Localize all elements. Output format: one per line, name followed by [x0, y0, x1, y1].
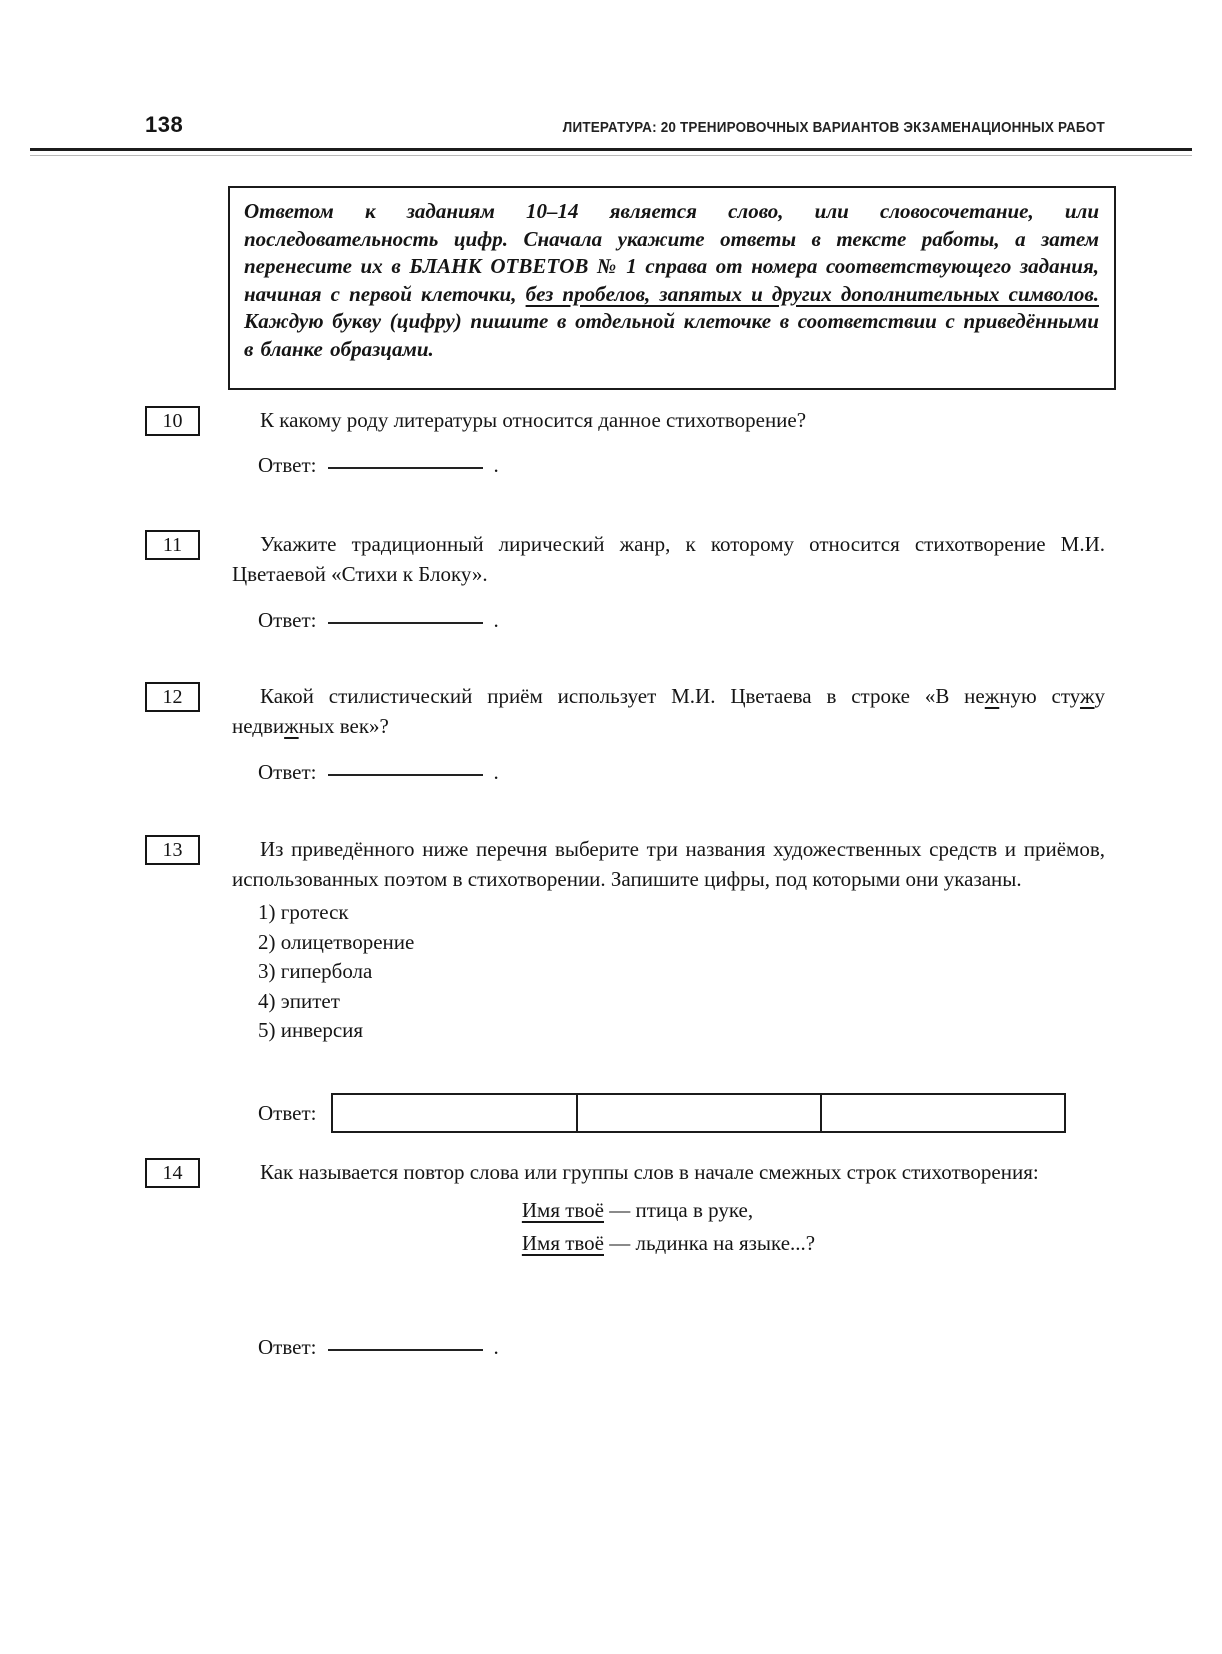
- answer-period: .: [493, 453, 499, 477]
- question-14-verse-wrapper: [232, 1194, 1105, 1260]
- instruction-box: [228, 186, 1116, 390]
- header-title: ЛИТЕРАТУРА: 20 ТРЕНИРОВОЧНЫХ ВАРИАНТОВ ЭКЗАМЕНАЦИОННЫХ РАБОТ: [562, 120, 1105, 136]
- option-item: 1) гротеск: [258, 900, 349, 924]
- instruction-underlined-phrase: без пробелов, запятых и других дополнительных символов.: [525, 281, 1099, 306]
- option-item: 5) инверсия: [258, 1018, 364, 1042]
- verse-line-1-rest: — птица в руке,: [604, 1198, 754, 1222]
- instruction-text-part2: справа от номера соответствующего задания, начиная с первой клеточки,: [244, 254, 1100, 306]
- answer-label: Ответ:: [258, 760, 317, 784]
- question-12: [162, 681, 1105, 741]
- header-divider: [30, 148, 1192, 156]
- answer-blank-line[interactable]: [328, 622, 483, 624]
- answer-period: .: [493, 608, 499, 632]
- answer-cell-1[interactable]: [333, 1095, 577, 1131]
- verse-line-2-rest: — льдинка на языке...?: [604, 1231, 816, 1255]
- question-12-text-part4: ных век»?: [298, 714, 389, 738]
- question-10-text: К какому роду литературы относится данное стихотворение?: [260, 408, 807, 432]
- answer-table: [331, 1093, 1066, 1133]
- answer-cell-3[interactable]: [822, 1095, 1064, 1131]
- answer-period: .: [493, 1335, 499, 1359]
- question-10-number-box: [145, 406, 200, 436]
- question-11-number: 11: [162, 534, 183, 556]
- verse-line-1: [522, 1194, 815, 1227]
- question-11-text: Укажите традиционный лирический жанр, к которому относится стихотворение М.И. Цветаевой «Стихи к Блоку».: [232, 532, 1105, 586]
- question-12-underlined-letter-2: ж: [1079, 684, 1095, 708]
- answer-label: Ответ:: [258, 1335, 317, 1359]
- question-12-text: [232, 681, 1105, 741]
- option-item: 2) олицетворение: [258, 929, 415, 954]
- question-13-answer-row: [258, 1093, 1066, 1133]
- question-12-underlined-letter-3: ж: [284, 714, 299, 738]
- question-14-number-box: [145, 1158, 200, 1188]
- question-12-text-part3: у недви: [232, 684, 1105, 738]
- question-14: [162, 1157, 1105, 1260]
- answer-label: Ответ:: [258, 453, 317, 477]
- instruction-text-part1: Ответом к заданиям 10–14 является слово, или словосочетание, или последовательность цифр. Сначала укажите ответы в тексте работы, а затем перенесите их в: [244, 199, 1099, 278]
- question-13-text: Из приведённого ниже перечня выберите три названия художественных средств и приёмов, использованных поэтом в стихотворении. Запишите цифры, под которыми они указаны.: [232, 837, 1105, 891]
- question-12-answer-row: [258, 757, 499, 787]
- answer-blank-line[interactable]: [328, 467, 483, 469]
- question-10-answer-row: [258, 450, 499, 480]
- page-number: 138: [145, 112, 184, 137]
- question-14-text: Как называется повтор слова или группы слов в начале смежных строк стихотворения:: [260, 1160, 1039, 1184]
- question-12-underlined-letter-1: ж: [984, 684, 1000, 708]
- question-13: [162, 834, 1105, 1046]
- option-item: 4) эпитет: [258, 988, 340, 1013]
- verse-anaphora-1: Имя твоё: [521, 1198, 604, 1222]
- question-11-number-box: [145, 530, 200, 560]
- question-12-text-part2: ную сту: [999, 684, 1080, 708]
- option-item: 3) гипербола: [258, 959, 373, 983]
- verse-quote: [522, 1194, 815, 1260]
- question-11-answer-row: [258, 605, 499, 635]
- answer-cell-2[interactable]: [578, 1095, 822, 1131]
- question-10: [162, 405, 1105, 435]
- answer-label: Ответ:: [258, 608, 317, 632]
- verse-anaphora-2: Имя твоё: [521, 1231, 604, 1255]
- question-12-number-box: [145, 682, 200, 712]
- instruction-text-part3: Каждую букву (цифру) пишите в отдельной клеточке в соответствии с приведёнными в бланке образцами.: [244, 309, 1099, 361]
- question-12-text-part1: Какой стилистический приём использует М.И. Цветаева в строке «В не: [260, 684, 985, 708]
- question-11: [162, 529, 1105, 589]
- answer-label: Ответ:: [258, 1100, 317, 1125]
- question-14-answer-row: [258, 1332, 499, 1362]
- question-14-number: 14: [162, 1162, 183, 1184]
- verse-line-2: [522, 1227, 815, 1260]
- answer-blank-line[interactable]: [328, 1349, 483, 1351]
- question-13-options: [232, 898, 1105, 1046]
- answer-period: .: [493, 760, 499, 784]
- question-13-number-box: [145, 835, 200, 865]
- question-12-number: 12: [162, 686, 183, 708]
- question-10-number: 10: [162, 410, 183, 432]
- question-13-number: 13: [162, 839, 183, 861]
- page-header: [145, 112, 1105, 138]
- answer-sheet-name: БЛАНК ОТВЕТОВ № 1: [409, 254, 637, 278]
- answer-blank-line[interactable]: [328, 774, 483, 776]
